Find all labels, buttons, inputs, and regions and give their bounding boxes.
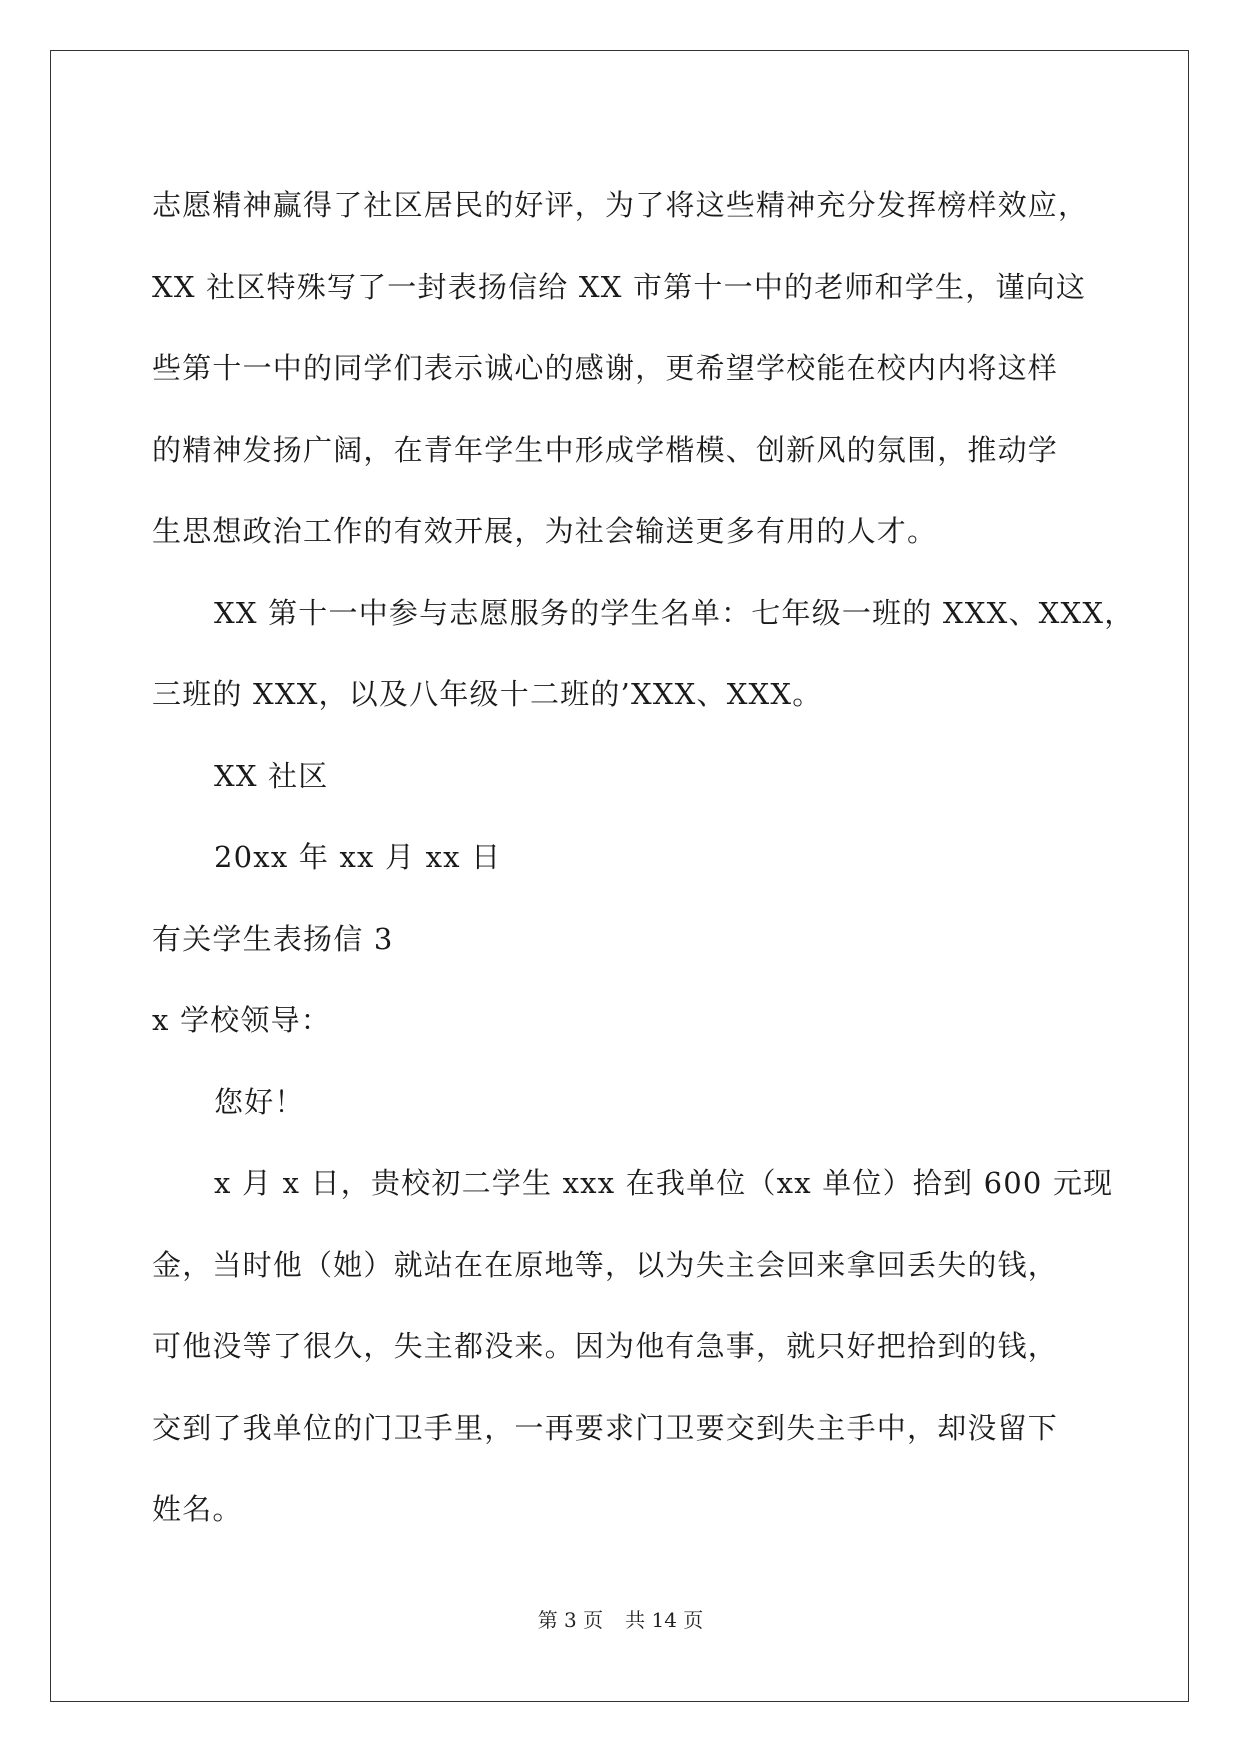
document-body: [152, 165, 1135, 1551]
text-line: 可他没等了很久，失主都没来。因为他有急事，就只好把拾到的钱，: [152, 1329, 1059, 1363]
page-footer: [0, 1604, 1241, 1633]
page-number-current: 第 3 页: [537, 1608, 604, 1632]
text-line: 交到了我单位的门卫手里，一再要求门卫要交到失主手中，却没留下: [152, 1410, 1059, 1445]
page-number-total: 共 14 页: [625, 1608, 704, 1632]
text-line: 志愿精神赢得了社区居民的好评，为了将这些精神充分发挥榜样效应，: [152, 188, 1089, 222]
text-line: x 月 x 日，贵校初二学生 xxx 在我单位（xx 单位）拾到 600 元现: [214, 1166, 1114, 1200]
text-line: 生思想政治工作的有效开展，为社会输送更多有用的人才。: [152, 514, 938, 548]
section-title: 有关学生表扬信 3: [152, 921, 394, 956]
text-line: XX 社区特殊写了一封表扬信给 XX 市第十一中的老师和学生，谨向这: [152, 269, 1087, 304]
text-line: 三班的 XXX，以及八年级十二班的’XXX、XXX。: [152, 677, 823, 711]
text-line: 姓名。: [152, 1492, 243, 1526]
signature-date: 20xx 年 xx 月 xx 日: [214, 840, 502, 874]
signature-community: XX 社区: [214, 758, 329, 793]
text-line: 金，当时他（她）就站在在原地等，以为失主会回来拿回丢失的钱，: [152, 1247, 1059, 1282]
text-line: 的精神发扬广阔，在青年学生中形成学楷模、创新风的氛围，推动学: [152, 432, 1059, 467]
greeting: 您好！: [214, 1084, 305, 1119]
text-line: XX 第十一中参与志愿服务的学生名单：七年级一班的 XXX、XXX，: [214, 595, 1135, 630]
salutation: x 学校领导：: [152, 1003, 331, 1037]
text-line: 些第十一中的同学们表示诚心的感谢，更希望学校能在校内内将这样: [152, 351, 1059, 385]
